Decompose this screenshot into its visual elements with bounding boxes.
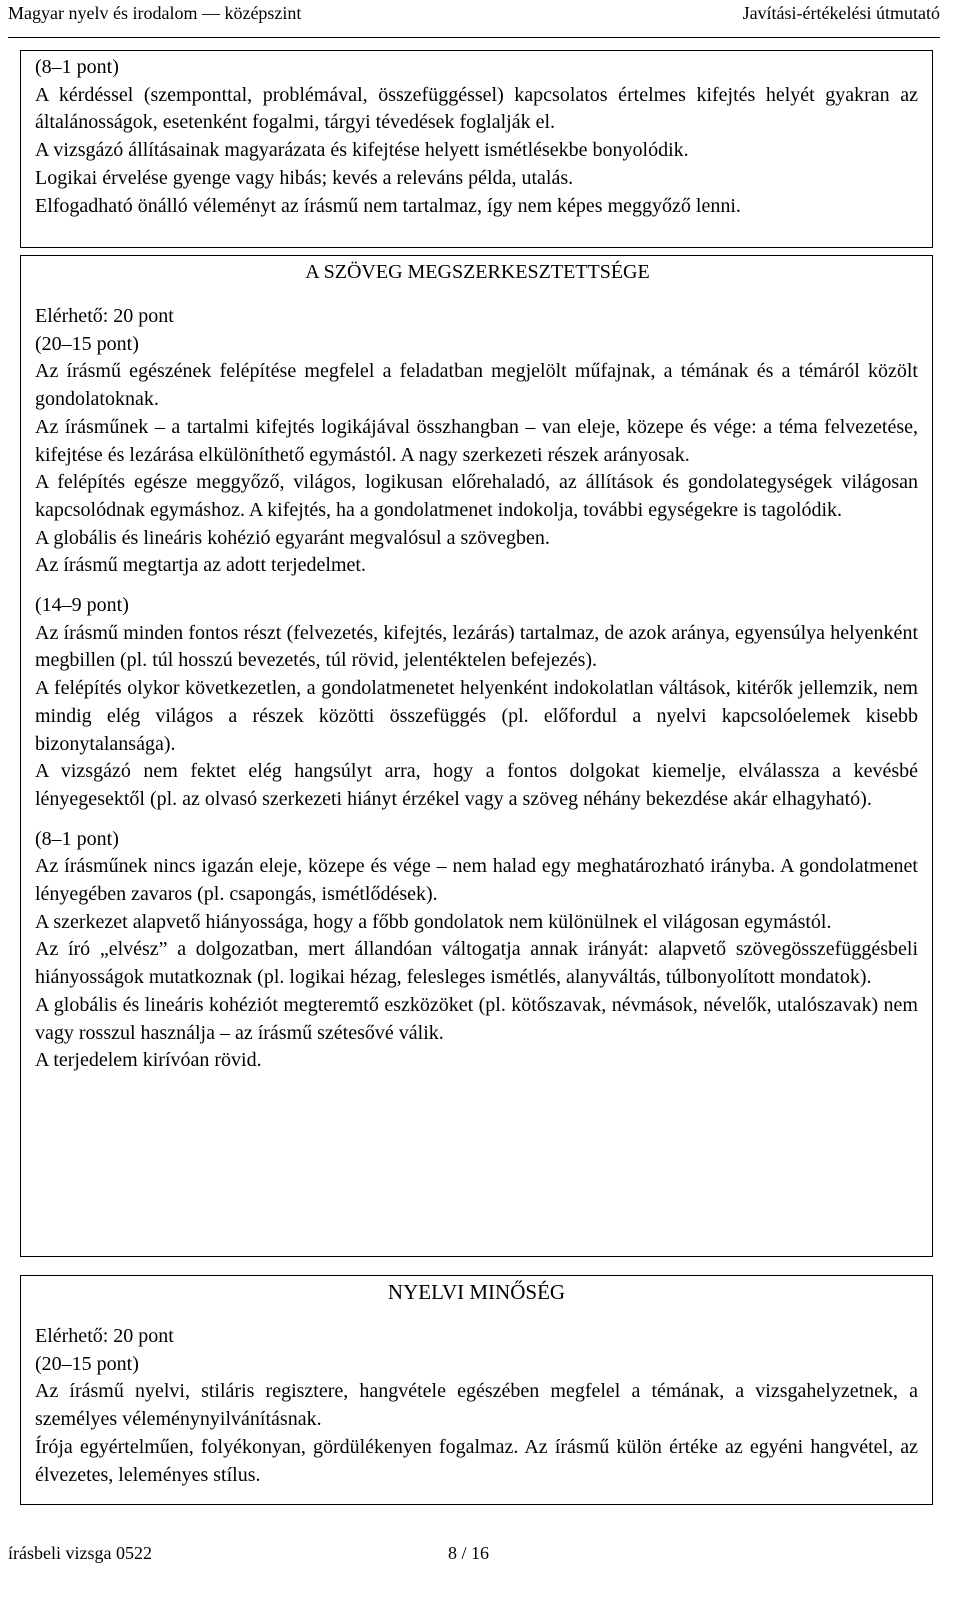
- footer-exam-id: írásbeli vizsga 0522: [8, 1543, 152, 1563]
- available-points: Elérhető: 20 pont: [35, 1325, 174, 1347]
- header-doc-type: Javítási-értékelési útmutató: [742, 3, 940, 23]
- paragraph: Az írásműnek nincs igazán eleje, közepe és vége – nem halad egy meghatározható irányba. A gondolatmenet lényegében zavaros (pl. csapongás, ismétlődések).: [35, 855, 918, 906]
- paragraph: A kérdéssel (szemponttal, problémával, összefüggéssel) kapcsolatos értelmes kifejtés helyét gyakran az általánosságok, esetenként fogalmi, tárgyi tévedések foglalják el.: [35, 83, 918, 134]
- paragraph: Logikai érvelése gyenge vagy hibás; kevés a releváns példa, utalás.: [35, 166, 574, 189]
- paragraph: Az írásmű megtartja az adott terjedelmet.: [35, 554, 366, 577]
- paragraph: Elfogadható önálló véleményt az írásmű nem tartalmaz, így nem képes meggyőző lenni.: [35, 194, 741, 217]
- score-range: (20–15 pont): [35, 332, 139, 355]
- criteria-box-language: [20, 1275, 933, 1505]
- available-points: Elérhető: 20 pont: [35, 305, 174, 327]
- paragraph: Az írásmű minden fontos részt (felvezetés, kifejtés, lezárás) tartalmaz, de azok aránya, egyensúlya helyenként megbillen (pl. túl hosszú bevezetés, túl rövid, jelentéktelen befejezés).: [35, 621, 918, 672]
- paragraph: Az írásmű nyelvi, stiláris regisztere, hangvétele egészében megfelel a témának, a vizsgahelyzetnek, a személyes véleménynyilvánításnak.: [35, 1380, 918, 1431]
- paragraph: A globális és lineáris kohéziót megteremtő eszközöket (pl. kötőszavak, névmások, névelők, utalószavak) nem vagy rosszul használja – az írásmű szétesővé válik.: [35, 993, 918, 1044]
- section-title: NYELVI MINŐSÉG: [387, 1280, 566, 1304]
- score-range: (8–1 pont): [35, 827, 119, 850]
- score-range: (20–15 pont): [35, 1352, 139, 1375]
- paragraph: Írója egyértelműen, folyékonyan, gördülékenyen fogalmaz. Az írásmű külön értéke az egyéni hangvétel, az élvezetes, leleményes stílus.: [35, 1435, 918, 1486]
- page-number: 8 / 16: [448, 1543, 490, 1563]
- paragraph: A vizsgázó nem fektet elég hangsúlyt arra, hogy a fontos dolgokat kiemelje, elválassza a kevésbé lényegesektől (pl. az olvasó szerkezeti hiányt érzékel vagy a szöveg néhány bekezdése akár elhagyható).: [35, 760, 918, 810]
- paragraph: A globális és lineáris kohézió egyaránt megvalósul a szövegben.: [35, 526, 550, 549]
- page-header: [8, 0, 940, 38]
- paragraph: A vizsgázó állításainak magyarázata és kifejtése helyett ismétlésekbe bonyolódik.: [35, 139, 689, 162]
- criteria-box-structure: [20, 255, 933, 1257]
- paragraph: Az írásmű egészének felépítése megfelel a feladatban megjelölt műfajnak, a témának és a témáról közölt gondolatoknak.: [35, 360, 918, 411]
- section-title: A SZÖVEG MEGSZERKESZTETTSÉGE: [305, 261, 650, 283]
- paragraph: A terjedelem kirívóan rövid.: [35, 1049, 262, 1072]
- page-footer: [8, 1541, 940, 1581]
- paragraph: A felépítés egésze meggyőző, világos, logikusan előrehaladó, az állítások és gondolategységek világosan kapcsolódnak egymáshoz. A kifejtés, ha a gondolatmenet indokolja, további egységekre is tagolódik.: [35, 471, 918, 521]
- header-subject: Magyar nyelv és irodalom — középszint: [8, 3, 302, 23]
- paragraph: Az írásműnek – a tartalmi kifejtés logikájával összhangban – van eleje, közepe és vége: a téma felvezetése, kifejtése és lezárása elkülöníthető egymástól. A nagy szerkezeti részek arányosak.: [35, 415, 918, 466]
- criteria-box-content-low: [20, 50, 933, 248]
- score-range: (8–1 pont): [35, 56, 119, 78]
- score-range: (14–9 pont): [35, 594, 129, 617]
- paragraph: Az író „elvész” a dolgozatban, mert állandóan váltogatja annak irányát: alapvető szövegösszefüggésbeli hiányosságok mutatkoznak (pl. logikai hézag, felesleges ismétlés, alanyváltás, túlbonyolított mondatok).: [35, 938, 918, 989]
- paragraph: A felépítés olykor következetlen, a gondolatmenetet helyenként indokolatlan váltások, kitérők jellemzik, nem mindig elég világos a részek közötti összefüggés (pl. előfordul a nyelvi kapcsolóelemek kisebb bizonytalansága).: [35, 677, 918, 755]
- paragraph: A szerkezet alapvető hiányossága, hogy a főbb gondolatok nem különülnek el világosan egymástól.: [35, 910, 832, 933]
